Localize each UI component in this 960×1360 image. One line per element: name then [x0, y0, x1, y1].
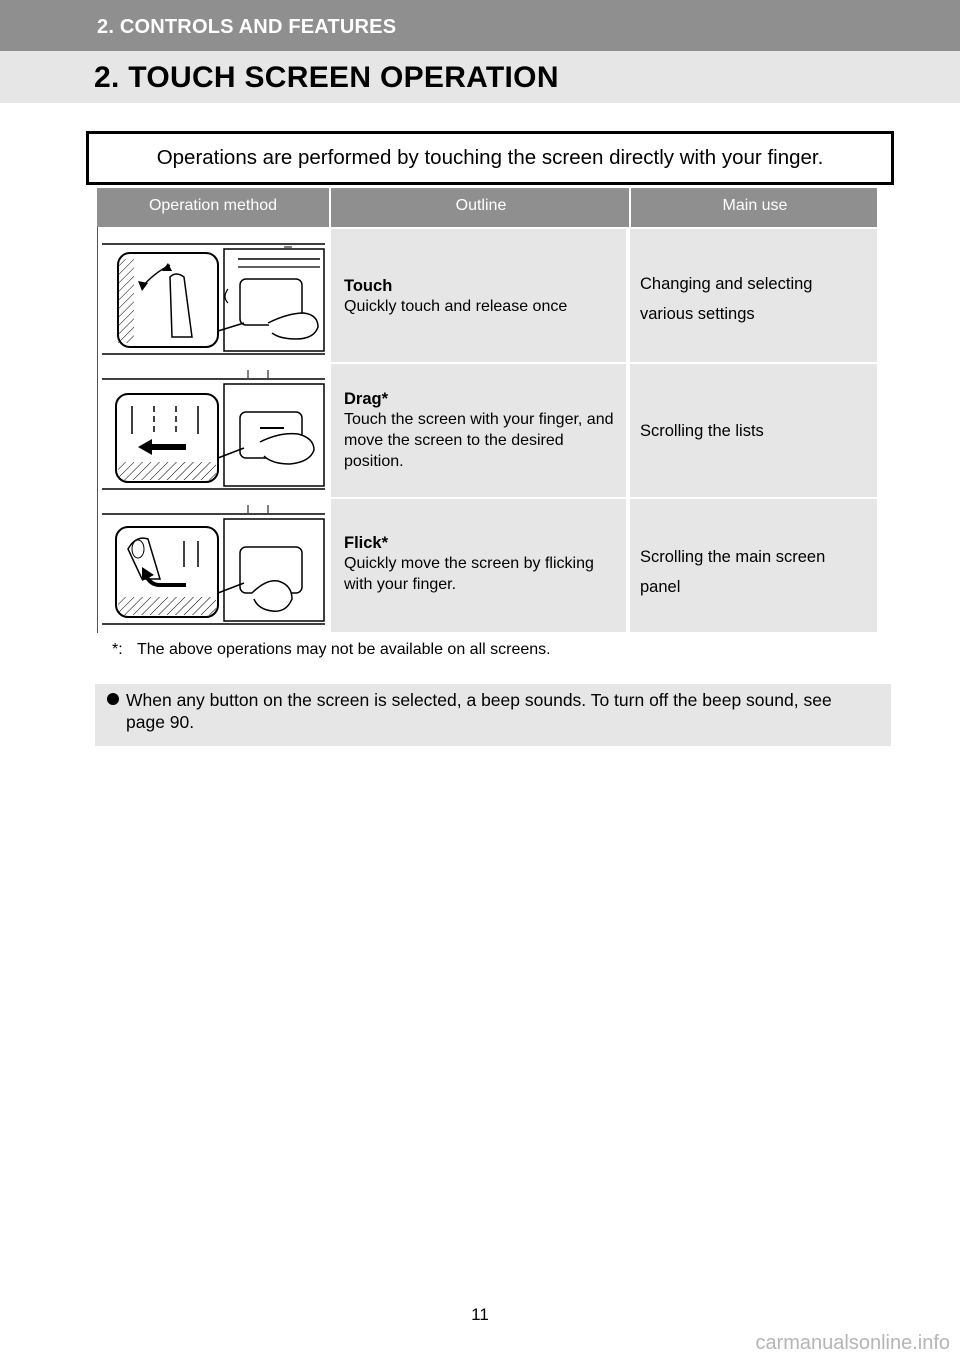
main-use-flick-line-1: Scrolling the main screen — [640, 548, 826, 566]
touch-illustration — [98, 227, 329, 362]
section-title: 2. CONTROLS AND FEATURES — [97, 16, 397, 38]
table-row-drag — [97, 362, 877, 497]
main-use-cell-touch — [630, 227, 877, 362]
drag-illustration — [98, 362, 329, 497]
column-header-operation-method: Operation method — [148, 197, 278, 214]
flick-illustration — [98, 497, 329, 632]
operation-desc-touch: Quickly touch and release once — [344, 298, 568, 315]
intro-text: Operations are performed by touching the screen directly with your finger. — [156, 146, 824, 169]
section-header-bar — [0, 0, 960, 51]
main-use-touch-line-1: Changing and selecting — [640, 275, 813, 293]
main-use-cell-flick — [630, 497, 877, 632]
operations-table-header — [97, 188, 877, 227]
column-header-outline: Outline — [329, 188, 631, 227]
note-box — [95, 684, 891, 746]
operation-desc-drag: Touch the screen with your finger, and move the screen to the desired position. — [344, 411, 614, 470]
operation-name-flick: Flick* — [344, 534, 389, 552]
footnote-text: The above operations may not be available on all screens. — [137, 641, 551, 658]
operation-desc-flick: Quickly move the screen by flicking with your finger. — [344, 555, 594, 593]
operation-name-touch: Touch — [344, 277, 393, 295]
footnote — [112, 641, 551, 659]
footnote-mark: *: — [112, 641, 123, 658]
main-use-drag-line-1: Scrolling the lists — [640, 422, 764, 440]
outline-cell-touch — [331, 227, 626, 362]
main-use-flick-line-2: panel — [640, 578, 681, 596]
table-row-touch — [97, 227, 877, 362]
note-end: . — [189, 712, 195, 732]
page-title: 2. TOUCH SCREEN OPERATION — [94, 61, 559, 94]
watermark: carmanualsonline.info — [755, 1332, 950, 1354]
outline-cell-drag — [331, 362, 626, 497]
note-text — [126, 689, 866, 733]
operations-table — [97, 227, 877, 633]
table-row-flick — [97, 497, 877, 632]
note-body: When any button on the screen is selected, a beep sounds. To turn off the beep sound, see page — [126, 690, 832, 732]
main-use-touch-line-2: various settings — [640, 305, 755, 323]
intro-box — [86, 131, 894, 185]
bullet-icon — [107, 693, 119, 705]
operation-name-drag: Drag* — [344, 390, 389, 408]
column-header-main-use: Main use — [629, 188, 879, 227]
outline-cell-flick — [331, 497, 626, 632]
page-reference-link[interactable]: 90 — [169, 712, 190, 732]
page-title-band — [0, 51, 960, 103]
page-number: 11 — [471, 1305, 489, 1324]
main-use-cell-drag — [630, 362, 877, 497]
